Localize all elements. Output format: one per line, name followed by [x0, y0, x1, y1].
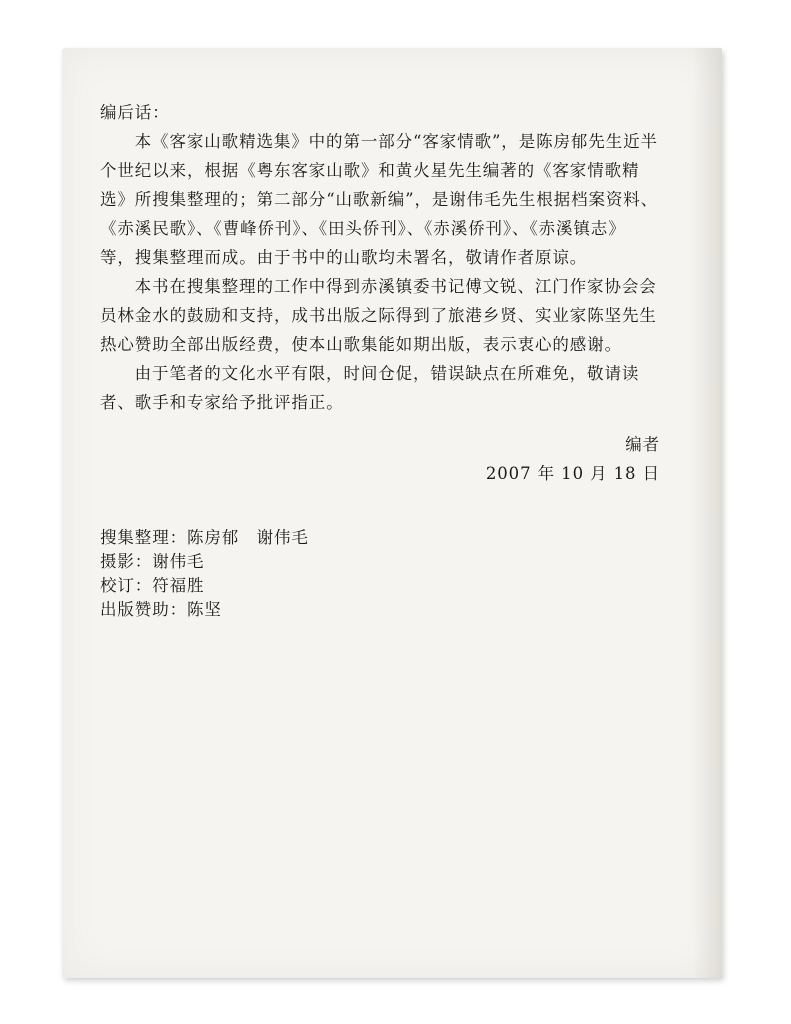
- postscript-paragraph: 由于笔者的文化水平有限，时间仓促，错误缺点在所难免，敬请读者、歌手和专家给予批评指正。: [100, 364, 640, 412]
- postscript-section: [100, 98, 660, 417]
- credit-label: 搜集整理：: [100, 528, 187, 547]
- credit-value: 谢伟毛: [152, 552, 205, 571]
- credit-value: 符福胜: [152, 576, 205, 595]
- credit-value: 陈坚: [187, 600, 222, 619]
- credit-line: [100, 598, 309, 622]
- signature-date: 2007 年 10 月 18 日: [485, 464, 660, 483]
- postscript-paragraph: 本《客家山歌精选集》中的第一部分“客家情歌”，是陈房郁先生近半个世纪以来，根据《粤东客家山歌》和黄火星先生编著的《客家情歌精选》所搜集整理的；第二部分“山歌新编”，是谢伟毛先生根据档案资料、《赤溪民歌》、《曹峰侨刊》、《田头侨刊》、《赤溪侨刊》、《赤溪镇志》等，搜集整理而成。由于书中的山歌均未署名，敬请作者原谅。: [100, 132, 659, 267]
- credit-line: [100, 574, 309, 598]
- credit-label: 校订：: [100, 576, 153, 595]
- credit-line: [100, 526, 309, 550]
- credit-value: 陈房郁 谢伟毛: [187, 528, 309, 547]
- credit-label: 出版赞助：: [100, 600, 187, 619]
- postscript-paragraph: 本书在搜集整理的工作中得到赤溪镇委书记傅文锐、江门作家协会会员林金水的鼓励和支持，成书出版之际得到了旅港乡贤、实业家陈坚先生热心赞助全部出版经费，使本山歌集能如期出版，表示衷心的感谢。: [100, 277, 657, 354]
- credits-list: [100, 526, 309, 622]
- postscript-heading: 编后话：: [100, 103, 170, 122]
- signature-block: [486, 430, 660, 488]
- credit-label: 摄影：: [100, 552, 153, 571]
- document-page: [62, 48, 722, 978]
- credit-line: [100, 550, 309, 574]
- editor-signature: 编者: [625, 435, 660, 454]
